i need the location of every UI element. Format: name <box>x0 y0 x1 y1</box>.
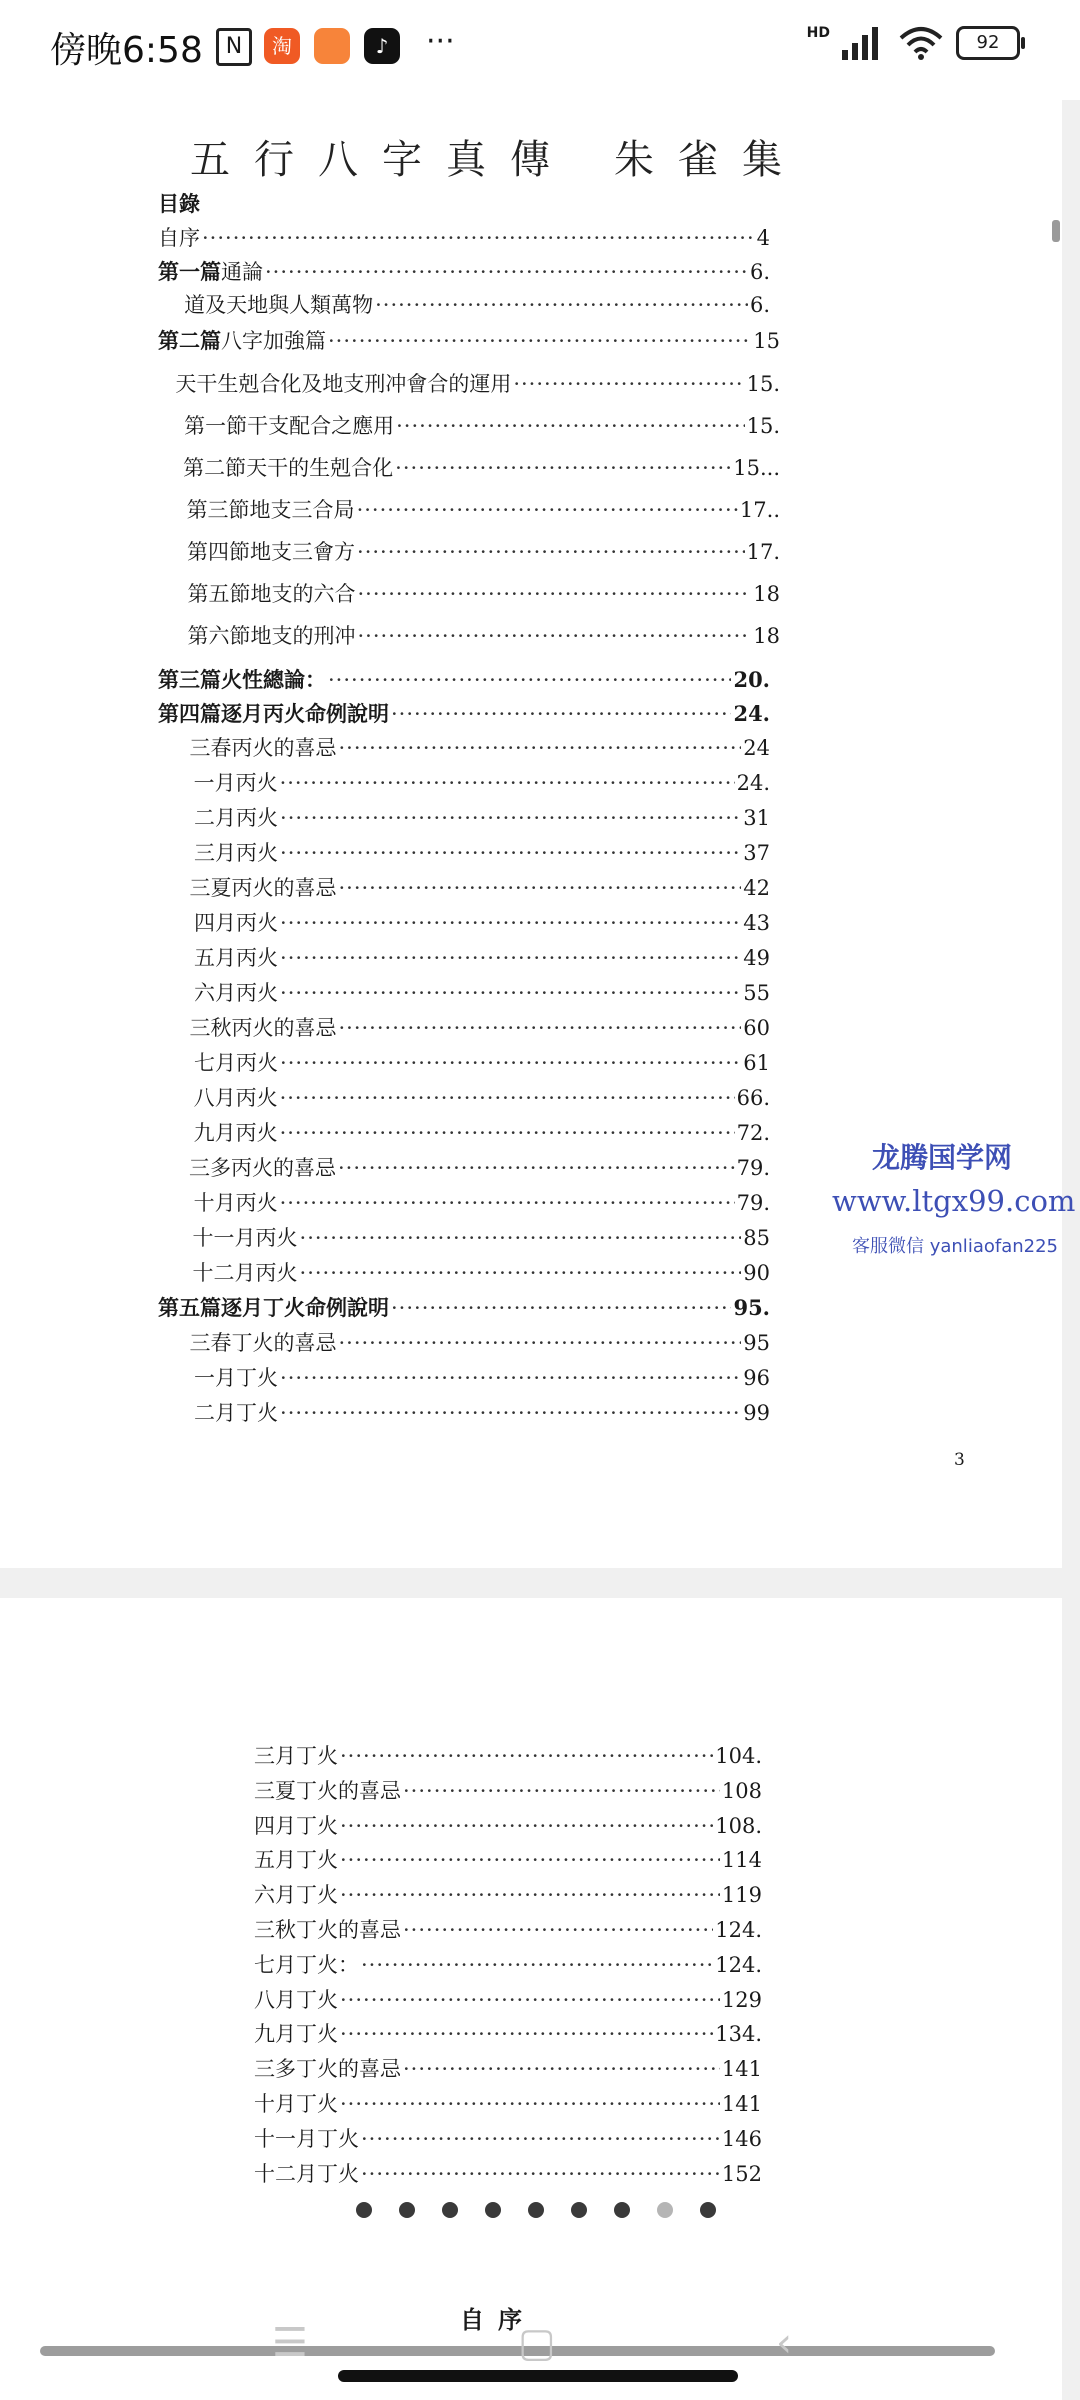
dot-leader <box>280 1121 735 1145</box>
toc-entry-title: 天干生剋合化及地支刑冲會合的運用 <box>175 372 512 396</box>
toc-entry-title: 七月丁火： <box>254 1952 359 1977</box>
watermark-contact: 客服微信 yanliaofan225 <box>852 1236 1058 1257</box>
dot-leader <box>280 1051 741 1075</box>
toc-page-number: 119 <box>721 1883 762 1908</box>
toc-page-number: 104. <box>715 1744 762 1768</box>
toc-entry[interactable] <box>158 536 780 566</box>
toc-entry-title: 六月丙火 <box>194 981 279 1005</box>
status-time: 傍晚6:58 <box>50 30 203 71</box>
dot-leader <box>358 624 752 648</box>
toc-entry[interactable] <box>158 732 770 762</box>
dot-leader <box>357 498 738 522</box>
dot-leader <box>513 372 744 396</box>
toc-page-number: 18 <box>753 624 780 648</box>
toc-page-number: 146 <box>721 2126 762 2151</box>
dot-leader <box>361 2127 720 2151</box>
dot-leader <box>403 2057 720 2081</box>
toc-entry[interactable] <box>158 620 780 650</box>
toc-page-number: 37 <box>743 841 770 865</box>
toc-entry[interactable] <box>158 664 770 694</box>
dot-leader <box>403 1918 713 1942</box>
toc-entry[interactable] <box>254 1914 762 1944</box>
dot-leader <box>202 226 755 250</box>
toc-section-label: 第五篇 <box>158 1295 221 1320</box>
toc-page-number: 24. <box>733 701 770 726</box>
toc-entry-title: 三多丁火的喜忌 <box>254 2057 401 2082</box>
toc-entry[interactable] <box>158 837 770 867</box>
toc-entry[interactable] <box>158 802 770 832</box>
toc-page-number: 20. <box>733 667 770 692</box>
toc-entry[interactable] <box>158 1257 770 1287</box>
toc-entry-title: 第五節地支的六合 <box>187 582 356 606</box>
dot-leader <box>338 876 741 900</box>
toc-entry[interactable] <box>158 1397 770 1427</box>
toc-entry[interactable] <box>158 907 770 937</box>
toc-section-label: 第一篇 <box>158 259 221 284</box>
menu-icon[interactable]: ☰ <box>272 2320 308 2366</box>
taobao-app-icon: 淘 <box>264 28 300 64</box>
dot-leader <box>357 540 745 564</box>
home-icon[interactable]: ▢ <box>518 2320 556 2366</box>
dot-leader <box>338 1331 741 1355</box>
toc-page-number: 15. <box>746 414 780 438</box>
dot-leader <box>280 981 741 1005</box>
toc-entry-title: 一月丁火 <box>194 1366 279 1390</box>
toc-page-number: 129 <box>721 1987 762 2012</box>
dot-leader <box>391 1296 731 1320</box>
tiktok-app-icon: ♪ <box>364 28 400 64</box>
toc-entry-title: 三月丁火 <box>254 1744 338 1768</box>
toc-entry-title: 四月丙火 <box>194 911 279 935</box>
dot-leader <box>328 668 731 692</box>
toc-entry[interactable] <box>158 767 770 797</box>
hd-icon: HD <box>806 25 830 41</box>
toc-entry[interactable] <box>254 2053 762 2083</box>
toc-entry[interactable] <box>158 1222 770 1252</box>
gesture-home-bar[interactable] <box>338 2370 738 2382</box>
toc-entry[interactable] <box>158 1152 770 1182</box>
dot-leader <box>340 1848 720 1872</box>
toc-entry-title: 十二月丙火 <box>192 1261 298 1285</box>
toc-page-number: 141 <box>721 2057 762 2082</box>
dot-leader <box>280 806 741 830</box>
shopping-app-icon <box>314 28 350 64</box>
status-bar <box>0 0 1080 100</box>
toc-entry[interactable] <box>158 1327 770 1357</box>
toc-entry[interactable] <box>158 256 770 286</box>
toc-entry[interactable] <box>158 494 780 524</box>
toc-entry[interactable] <box>158 289 770 319</box>
dot-leader <box>280 1086 735 1110</box>
toc-entry[interactable] <box>158 368 780 398</box>
toc-entry[interactable] <box>158 1362 770 1392</box>
dot-leader <box>403 1779 720 1803</box>
toc-entry-title: 十一月丙火 <box>192 1226 298 1250</box>
dot-leader <box>338 1016 741 1040</box>
toc-page-number: 60 <box>743 1016 770 1040</box>
toc-page-number: 49 <box>743 946 770 970</box>
toc-entry-title: 自序 <box>158 226 200 250</box>
toc-entry-title: 三夏丙火的喜忌 <box>189 876 337 900</box>
toc-entry-title: 八字加強篇 <box>221 329 326 353</box>
dot-leader <box>340 1988 720 2012</box>
page-indicator-dot[interactable] <box>571 2202 587 2218</box>
toc-entry-title: 第三節地支三合局 <box>186 498 355 522</box>
dot-leader <box>300 1261 742 1285</box>
page-indicator[interactable] <box>356 2202 716 2218</box>
toc-section-label: 第三篇 <box>158 667 221 692</box>
page-indicator-dot[interactable] <box>356 2202 372 2218</box>
toc-entry-title: 五月丙火 <box>194 946 279 970</box>
toc-entry-title: 逐月丙火命例說明 <box>221 701 389 726</box>
toc-entry[interactable] <box>158 1082 770 1112</box>
toc-entry-title: 三多丙火的喜忌 <box>189 1156 336 1180</box>
toc-entry[interactable] <box>158 942 770 972</box>
page-indicator-dot[interactable] <box>485 2202 501 2218</box>
toc-entry[interactable] <box>254 1879 762 1909</box>
more-icon: ··· <box>426 24 455 59</box>
dot-leader <box>328 329 751 353</box>
toc-page-number: 90 <box>743 1261 770 1285</box>
toc-page-number: 43 <box>743 911 770 935</box>
toc-page-number: 85 <box>743 1226 770 1250</box>
toc-page-number: 108 <box>721 1778 762 1803</box>
dot-leader <box>265 260 748 284</box>
toc-entry-title: 道及天地與人類萬物 <box>184 293 374 317</box>
toc-entry-title: 三秋丙火的喜忌 <box>189 1016 337 1040</box>
toc-entry[interactable] <box>158 325 780 355</box>
page-indicator-dot[interactable] <box>614 2202 630 2218</box>
toc-entry-title: 十月丙火 <box>193 1191 278 1215</box>
toc-entry[interactable] <box>254 2018 762 2048</box>
toc-page-number: 24 <box>743 736 770 760</box>
dot-leader <box>361 1953 713 1977</box>
toc-section-label: 第二篇 <box>158 328 221 353</box>
toc-entry-title: 九月丙火 <box>193 1121 278 1145</box>
page-indicator-dot[interactable] <box>657 2202 673 2218</box>
book-title-line <box>190 128 840 185</box>
back-icon[interactable]: ‹ <box>776 2320 792 2366</box>
dot-leader <box>280 841 741 865</box>
toc-entry[interactable] <box>158 578 780 608</box>
toc-page-number: 134. <box>715 2022 762 2047</box>
toc-page-number: 152 <box>721 2161 762 2186</box>
toc-entry-title: 八月丁火 <box>254 1987 338 2012</box>
toc-entry-title: 五月丁火 <box>254 1848 338 1873</box>
dot-leader <box>396 414 744 438</box>
toc-page-number: 124. <box>715 1918 762 1942</box>
toc-page-number: 31 <box>743 806 770 830</box>
toc-entry-title: 六月丁火 <box>254 1883 338 1908</box>
toc-entry-title: 第一節干支配合之應用 <box>184 414 395 438</box>
toc-entry[interactable] <box>254 1984 762 2014</box>
toc-entry[interactable] <box>158 452 780 482</box>
toc-entry[interactable] <box>158 698 770 728</box>
toc-page-number: 15 <box>753 329 780 353</box>
toc-page-number: 141 <box>721 2092 762 2116</box>
toc-heading: 目錄 <box>158 191 200 216</box>
toc-page-number: 79. <box>736 1156 770 1180</box>
toc-page-number: 95 <box>743 1331 770 1355</box>
toc-entry[interactable] <box>158 222 770 252</box>
toc-entry-title: 第六節地支的刑冲 <box>187 624 356 648</box>
signal-icon <box>842 26 886 60</box>
dot-leader <box>280 1191 735 1215</box>
toc-entry-title: 七月丙火 <box>194 1051 279 1075</box>
toc-page-number: 96 <box>743 1366 770 1390</box>
toc-page-number: 18 <box>753 582 780 606</box>
toc-page-number: 17. <box>746 540 780 564</box>
toc-page-number: 95. <box>733 1295 770 1320</box>
page-indicator-dot[interactable] <box>399 2202 415 2218</box>
toc-entry[interactable] <box>158 1187 770 1217</box>
toc-entry-title: 二月丙火 <box>194 806 279 830</box>
toc-page-number: 108. <box>715 1813 762 1838</box>
watermark-url: www.ltgx99.com <box>832 1184 1076 1218</box>
toc-page-number: 114 <box>721 1848 762 1873</box>
toc-entry-title: 通論 <box>221 260 263 284</box>
toc-entry[interactable] <box>254 2158 762 2188</box>
toc-section-label: 第四篇 <box>158 701 221 726</box>
toc-entry-title: 三夏丁火的喜忌 <box>254 1778 401 1803</box>
toc-entry[interactable] <box>254 2088 762 2118</box>
toc-entry-title: 逐月丁火命例說明 <box>221 1295 389 1320</box>
toc-entry-title: 八月丙火 <box>193 1086 278 1110</box>
dot-leader <box>340 1883 720 1907</box>
dot-leader <box>340 1814 713 1838</box>
toc-entry-title: 四月丁火 <box>254 1813 338 1838</box>
toc-entry[interactable] <box>254 2123 762 2153</box>
toc-entry-title: 火性總論： <box>221 667 326 692</box>
toc-entry[interactable] <box>254 1810 762 1840</box>
dot-leader <box>391 702 731 726</box>
page-number: 3 <box>954 1450 965 1470</box>
toc-entry[interactable] <box>158 1012 770 1042</box>
toc-page-number: 17.. <box>739 498 780 522</box>
dot-leader <box>280 771 735 795</box>
toc-entry[interactable] <box>158 872 770 902</box>
toc-page-number: 24. <box>736 771 770 795</box>
toc-page-number: 42 <box>743 876 770 900</box>
toc-entry[interactable] <box>254 1844 762 1874</box>
toc-page-number: 4 <box>756 226 770 250</box>
toc-entry-title: 十二月丁火 <box>254 2161 359 2186</box>
toc-entry[interactable] <box>158 1117 770 1147</box>
preface-heading: 自序 <box>460 2305 536 2334</box>
wifi-icon <box>898 26 944 60</box>
dot-leader <box>340 1744 713 1768</box>
toc-page-number: 15... <box>733 456 780 480</box>
toc-page-number: 72. <box>736 1121 770 1145</box>
toc-page-number: 66. <box>736 1086 770 1110</box>
toc-page-number: 79. <box>736 1191 770 1215</box>
dot-leader <box>395 456 731 480</box>
nfc-icon: N <box>216 28 252 66</box>
dot-leader <box>358 582 752 606</box>
page-indicator-dot[interactable] <box>700 2202 716 2218</box>
toc-entry[interactable] <box>158 977 770 1007</box>
dot-leader <box>361 2162 720 2186</box>
dot-leader <box>338 1156 735 1180</box>
toc-entry-title: 十月丁火 <box>254 2092 338 2116</box>
toc-entry-title: 第二節天干的生剋合化 <box>183 456 394 480</box>
toc-entry-title: 三月丙火 <box>194 841 279 865</box>
toc-entry[interactable] <box>254 1949 762 1979</box>
watermark-title: 龙腾国学网 <box>872 1141 1013 1174</box>
toc-entry-title: 三春丙火的喜忌 <box>189 736 337 760</box>
page-indicator-dot[interactable] <box>442 2202 458 2218</box>
book-title: 五行八字真傳 <box>190 137 574 183</box>
toc-entry[interactable] <box>254 1740 762 1770</box>
dot-leader <box>340 2022 713 2046</box>
battery-icon: 92 <box>956 26 1020 60</box>
toc-entry-title: 二月丁火 <box>194 1401 279 1425</box>
dot-leader <box>280 1401 741 1425</box>
dot-leader <box>280 1366 741 1390</box>
toc-entry[interactable] <box>158 1292 770 1322</box>
toc-entry[interactable] <box>158 410 780 440</box>
dot-leader <box>280 911 741 935</box>
toc-page-number: 6. <box>749 260 770 284</box>
dot-leader <box>338 736 741 760</box>
toc-page-number: 61 <box>743 1051 770 1075</box>
dot-leader <box>280 946 741 970</box>
toc-entry[interactable] <box>158 1047 770 1077</box>
dot-leader <box>300 1226 742 1250</box>
page-indicator-dot[interactable] <box>528 2202 544 2218</box>
toc-page-number: 99 <box>743 1401 770 1425</box>
toc-page-number: 55 <box>743 981 770 1005</box>
toc-entry-title: 三春丁火的喜忌 <box>189 1331 337 1355</box>
toc-page-number: 6. <box>749 293 770 317</box>
dot-leader <box>375 293 748 317</box>
toc-entry-title: 三秋丁火的喜忌 <box>254 1918 401 1942</box>
toc-entry-title: 十一月丁火 <box>254 2126 359 2151</box>
toc-entry-title: 一月丙火 <box>193 771 278 795</box>
toc-entry-title: 第四節地支三會方 <box>187 540 356 564</box>
book-author: 朱雀集 <box>614 137 806 183</box>
toc-page-number: 15. <box>746 372 780 396</box>
dot-leader <box>340 2092 720 2116</box>
vertical-scrollbar[interactable] <box>1052 220 1060 242</box>
toc-entry[interactable] <box>254 1775 762 1805</box>
toc-page-number: 124. <box>715 1952 762 1977</box>
toc-entry-title: 九月丁火 <box>254 2022 338 2047</box>
